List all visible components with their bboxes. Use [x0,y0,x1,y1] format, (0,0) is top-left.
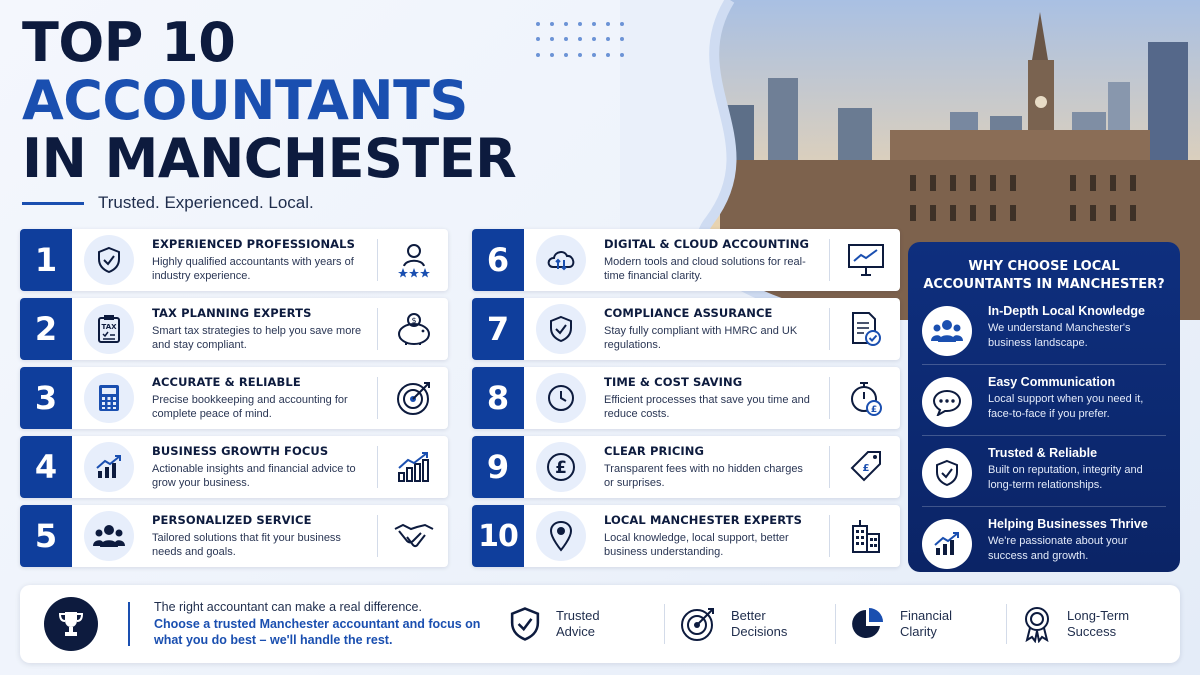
card-number: 9 [472,436,524,498]
card-title: LOCAL MANCHESTER EXPERTS [604,513,802,527]
stopwatch-pound-icon [844,379,888,417]
clock-icon [536,373,586,423]
pound-coin-icon [536,442,586,492]
pie-chart-icon [850,606,886,642]
why-item-title: In-Depth Local Knowledge [988,304,1145,318]
tagline-accent-bar [22,202,84,205]
card-title: ACCURATE & RELIABLE [152,375,301,389]
card-number: 4 [20,436,72,498]
team-icon [922,306,972,356]
target-icon [679,605,717,643]
footer-message [154,600,494,648]
card-description: Highly qualified accountants with years of industry experience. [152,256,354,282]
card-number: 8 [472,367,524,429]
card-10 [472,505,900,567]
card-title: TIME & COST SAVING [604,375,743,389]
card-number: 7 [472,298,524,360]
tax-clipboard-icon [84,304,134,354]
award-medal-icon [1021,605,1053,643]
card-title: PERSONALIZED SERVICE [152,513,312,527]
footer-bar [20,585,1180,663]
card-number: 1 [20,229,72,291]
feature-better-decisions [665,605,835,643]
card-2 [20,298,448,360]
building-icon [844,518,888,554]
why-choose-panel [908,242,1180,572]
shield-check-icon [508,606,542,642]
card-divider [829,446,830,488]
feature-long-term-success [1007,605,1177,643]
feature-label: Better Decisions [731,608,788,639]
tagline-text: Trusted. Experienced. Local. [98,193,314,212]
card-description: Precise bookkeeping and accounting for complete peace of mind. [152,394,348,420]
team-icon [84,511,134,561]
card-number: 6 [472,229,524,291]
card-5 [20,505,448,567]
card-divider [377,377,378,419]
shield-check-icon [922,448,972,498]
tagline [22,193,314,213]
footer-message-line-1: The right accountant can make a real difference. [154,600,422,614]
card-4 [20,436,448,498]
card-description: Modern tools and cloud solutions for real-time financial clarity. [604,256,806,282]
card-description: Transparent fees with no hidden charges or surprises. [604,463,803,489]
growth-chart-icon [84,442,134,492]
footer-message-line-2: Choose a trusted Manchester accountant and focus on what you do best – we'll handle the rest. [154,617,481,647]
target-icon [392,379,436,417]
shield-check-icon [84,235,134,285]
card-divider [377,515,378,557]
card-divider [377,446,378,488]
card-title: DIGITAL & CLOUD ACCOUNTING [604,237,810,251]
card-description: Efficient processes that save you time and reduce costs. [604,394,810,420]
svg-text:TAX: TAX [101,323,117,331]
footer-divider [128,602,130,646]
card-number: 10 [472,505,524,567]
svg-text:£: £ [870,405,878,415]
person-stars-icon [392,242,436,278]
decorative-dots [536,22,626,62]
card-title: COMPLIANCE ASSURANCE [604,306,773,320]
card-6 [472,229,900,291]
svg-text:£: £ [555,458,567,478]
why-item-desc: Local support when you need it, face-to-face if you prefer. [988,393,1144,420]
growth-chart-icon [922,519,972,569]
chat-icon [922,377,972,427]
card-title: BUSINESS GROWTH FOCUS [152,444,329,458]
card-1 [20,229,448,291]
card-description: Local knowledge, local support, better business understanding. [604,532,789,558]
card-title: EXPERIENCED PROFESSIONALS [152,237,355,251]
location-pin-icon [536,511,586,561]
card-description: Actionable insights and financial advice to grow your business. [152,463,356,489]
headline-line-1: TOP 10 [22,11,236,74]
headline [22,11,517,190]
svg-text:$: $ [411,316,417,325]
why-item-desc: We're passionate about your success and growth. [988,535,1128,562]
feature-trusted-advice [494,606,664,642]
card-title: TAX PLANNING EXPERTS [152,306,312,320]
feature-label: Financial Clarity [900,608,953,639]
headline-line-3: IN MANCHESTER [22,127,517,190]
calculator-icon [84,373,134,423]
card-divider [377,239,378,281]
headline-line-2: ACCOUNTANTS [22,69,468,132]
why-item-title: Trusted & Reliable [988,446,1098,460]
card-title: CLEAR PRICING [604,444,705,458]
card-divider [829,308,830,350]
feature-label: Trusted Advice [556,608,600,639]
why-item-desc: We understand Manchester's business landscape. [988,322,1131,349]
svg-text:£: £ [862,463,870,474]
monitor-chart-icon [844,243,888,277]
feature-financial-clarity [836,606,1006,642]
cloud-icon [536,235,586,285]
why-item [922,375,1166,436]
card-number: 3 [20,367,72,429]
card-divider [829,239,830,281]
card-number: 5 [20,505,72,567]
card-description: Smart tax strategies to help you save more and stay compliant. [152,325,362,351]
card-divider [829,377,830,419]
card-divider [377,308,378,350]
card-description: Stay fully compliant with HMRC and UK regulations. [604,325,798,351]
handshake-icon [392,521,436,551]
feature-label: Long-Term Success [1067,608,1130,639]
trophy-icon [44,597,98,651]
card-9 [472,436,900,498]
document-check-icon [844,311,888,347]
price-tag-icon [844,449,888,485]
why-item-desc: Built on reputation, integrity and long-term relationships. [988,464,1143,491]
bar-chart-icon [392,451,436,483]
card-description: Tailored solutions that fit your business needs and goals. [152,532,341,558]
card-8 [472,367,900,429]
why-item-title: Helping Businesses Thrive [988,517,1148,531]
shield-check-icon [536,304,586,354]
piggy-bank-icon [392,312,436,346]
why-item-title: Easy Communication [988,375,1116,389]
why-choose-heading: WHY CHOOSE LOCAL ACCOUNTANTS IN MANCHESTER? [923,259,1165,292]
card-divider [829,515,830,557]
card-3 [20,367,448,429]
why-item [922,304,1166,365]
card-7 [472,298,900,360]
card-number: 2 [20,298,72,360]
why-item [922,446,1166,507]
why-item [922,517,1166,577]
